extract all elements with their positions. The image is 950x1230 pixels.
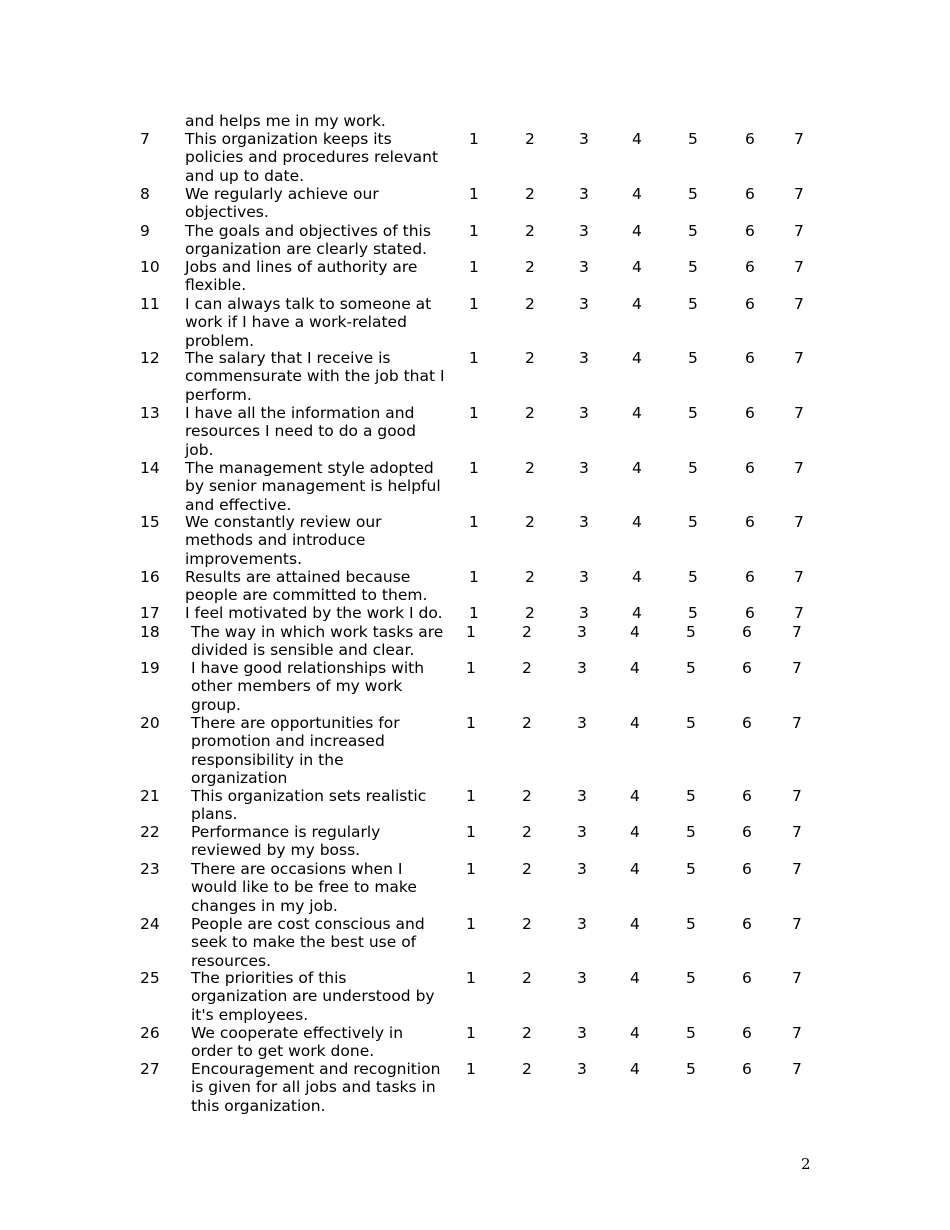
item-statement-line: resources.: [191, 951, 272, 970]
item-statement-line: and up to date.: [185, 166, 305, 185]
item-statement-line: The way in which work tasks are: [191, 623, 444, 641]
rating-option-6[interactable]: 6: [745, 404, 755, 422]
rating-option-2[interactable]: 2: [525, 568, 535, 586]
item-statement-line: The priorities of this: [191, 969, 347, 987]
rating-option-3[interactable]: 3: [579, 404, 589, 422]
item-statement-line: resources I need to do a good: [185, 422, 417, 441]
item-number: 23: [140, 860, 160, 878]
item-statement-line: There are opportunities for: [191, 714, 400, 732]
rating-option-4[interactable]: 4: [632, 513, 642, 531]
rating-option-5[interactable]: 5: [688, 185, 698, 203]
rating-option-6[interactable]: 6: [745, 459, 755, 477]
item-statement-line: job.: [185, 440, 214, 459]
rating-option-4[interactable]: 4: [630, 969, 640, 987]
rating-option-4[interactable]: 4: [632, 459, 642, 477]
rating-option-1[interactable]: 1: [466, 787, 476, 805]
rating-option-3[interactable]: 3: [579, 295, 589, 313]
rating-option-7[interactable]: 7: [794, 295, 804, 313]
item-statement-line: The management style adopted: [185, 459, 434, 477]
rating-option-5[interactable]: 5: [686, 915, 696, 933]
rating-option-6[interactable]: 6: [742, 823, 752, 841]
item-statement-line: policies and procedures relevant: [185, 148, 439, 167]
rating-option-3[interactable]: 3: [579, 513, 589, 531]
rating-option-5[interactable]: 5: [688, 604, 698, 622]
rating-option-4[interactable]: 4: [632, 130, 642, 148]
item-statement-line: would like to be free to make: [191, 878, 417, 897]
rating-option-3[interactable]: 3: [579, 459, 589, 477]
item-statement-line: it's employees.: [191, 1005, 309, 1024]
rating-option-4[interactable]: 4: [632, 604, 642, 622]
rating-option-2[interactable]: 2: [525, 513, 535, 531]
item-statement-line: I feel motivated by the work I do.: [185, 604, 443, 622]
item-statement-line: is given for all jobs and tasks in: [191, 1078, 436, 1097]
rating-option-2[interactable]: 2: [522, 1024, 532, 1042]
rating-option-4[interactable]: 4: [630, 623, 640, 641]
item-statement-line: responsibility in the: [191, 750, 344, 769]
rating-option-6[interactable]: 6: [742, 787, 752, 805]
item-statement-line: order to get work done.: [191, 1042, 375, 1061]
item-statement-line: improvements.: [185, 549, 303, 568]
item-statement-line: seek to make the best use of: [191, 933, 417, 952]
item-statement-line: perform.: [185, 385, 252, 404]
rating-option-7[interactable]: 7: [792, 714, 802, 732]
rating-option-1[interactable]: 1: [466, 1060, 476, 1078]
item-statement-line: commensurate with the job that I: [185, 367, 445, 386]
item-statement-line: The salary that I receive is: [185, 349, 391, 367]
item-statement-line: problem.: [185, 331, 255, 350]
rating-option-6[interactable]: 6: [745, 349, 755, 367]
rating-option-4[interactable]: 4: [630, 1060, 640, 1078]
item-statement-line: We regularly achieve our: [185, 185, 379, 203]
rating-option-1[interactable]: 1: [469, 513, 479, 531]
rating-option-1[interactable]: 1: [466, 860, 476, 878]
rating-option-6[interactable]: 6: [745, 513, 755, 531]
item-statement-line: organization are clearly stated.: [185, 240, 427, 259]
rating-option-5[interactable]: 5: [688, 130, 698, 148]
rating-option-4[interactable]: 4: [630, 787, 640, 805]
rating-option-4[interactable]: 4: [632, 349, 642, 367]
rating-option-1[interactable]: 1: [469, 222, 479, 240]
rating-option-4[interactable]: 4: [630, 823, 640, 841]
item-number: 14: [140, 459, 160, 477]
rating-option-4[interactable]: 4: [632, 295, 642, 313]
item-statement-line: methods and introduce: [185, 531, 366, 550]
rating-option-5[interactable]: 5: [686, 714, 696, 732]
item-statement-line: reviewed by my boss.: [191, 841, 361, 860]
item-statement-line: work if I have a work-related: [185, 313, 407, 332]
rating-option-1[interactable]: 1: [466, 714, 476, 732]
rating-option-1[interactable]: 1: [469, 604, 479, 622]
rating-option-4[interactable]: 4: [632, 568, 642, 586]
item-number: 9: [140, 222, 150, 240]
rating-option-6[interactable]: 6: [742, 915, 752, 933]
rating-option-7[interactable]: 7: [792, 1024, 802, 1042]
rating-option-6[interactable]: 6: [742, 659, 752, 677]
rating-option-2[interactable]: 2: [522, 1060, 532, 1078]
rating-option-2[interactable]: 2: [522, 969, 532, 987]
item-statement-line: Performance is regularly: [191, 823, 381, 841]
item-statement-line: objectives.: [185, 203, 269, 222]
rating-option-5[interactable]: 5: [688, 568, 698, 586]
rating-option-2[interactable]: 2: [525, 185, 535, 203]
item-number: 15: [140, 513, 160, 531]
rating-option-4[interactable]: 4: [630, 659, 640, 677]
item-statement-line: I have all the information and: [185, 404, 415, 422]
item-statement-line: flexible.: [185, 276, 247, 295]
rating-option-2[interactable]: 2: [525, 604, 535, 622]
item-number: 21: [140, 787, 160, 805]
rating-option-5[interactable]: 5: [686, 969, 696, 987]
rating-option-2[interactable]: 2: [525, 459, 535, 477]
item-number: 22: [140, 823, 160, 841]
rating-option-7[interactable]: 7: [792, 860, 802, 878]
rating-option-5[interactable]: 5: [688, 349, 698, 367]
item-statement-line: I have good relationships with: [191, 659, 425, 677]
rating-option-7[interactable]: 7: [792, 623, 802, 641]
rating-option-1[interactable]: 1: [469, 568, 479, 586]
item-statement-line: I can always talk to someone at: [185, 295, 432, 313]
rating-option-3[interactable]: 3: [577, 823, 587, 841]
item-statement-line: divided is sensible and clear.: [191, 641, 415, 660]
item-statement-line: plans.: [191, 805, 238, 824]
item-statement-line: We cooperate effectively in: [191, 1024, 404, 1042]
rating-option-5[interactable]: 5: [688, 459, 698, 477]
rating-option-5[interactable]: 5: [686, 860, 696, 878]
rating-option-3[interactable]: 3: [577, 969, 587, 987]
rating-option-3[interactable]: 3: [577, 659, 587, 677]
rating-option-6[interactable]: 6: [742, 714, 752, 732]
rating-option-5[interactable]: 5: [686, 659, 696, 677]
rating-option-5[interactable]: 5: [686, 1060, 696, 1078]
rating-option-5[interactable]: 5: [688, 295, 698, 313]
rating-option-1[interactable]: 1: [469, 185, 479, 203]
item-number: 18: [140, 623, 160, 641]
rating-option-4[interactable]: 4: [630, 915, 640, 933]
rating-option-6[interactable]: 6: [742, 1024, 752, 1042]
rating-option-3[interactable]: 3: [579, 222, 589, 240]
item-statement-line: The goals and objectives of this: [185, 222, 431, 240]
rating-option-3[interactable]: 3: [577, 1060, 587, 1078]
item-number: 12: [140, 349, 160, 367]
item-number: 27: [140, 1060, 160, 1078]
rating-option-4[interactable]: 4: [630, 860, 640, 878]
rating-option-1[interactable]: 1: [466, 823, 476, 841]
rating-option-2[interactable]: 2: [522, 623, 532, 641]
rating-option-5[interactable]: 5: [686, 787, 696, 805]
item-number: 10: [140, 258, 160, 276]
rating-option-3[interactable]: 3: [577, 860, 587, 878]
rating-option-5[interactable]: 5: [688, 258, 698, 276]
rating-option-2[interactable]: 2: [525, 295, 535, 313]
item-number: 11: [140, 295, 160, 313]
rating-option-2[interactable]: 2: [522, 915, 532, 933]
rating-option-1[interactable]: 1: [469, 130, 479, 148]
rating-option-3[interactable]: 3: [577, 714, 587, 732]
rating-option-2[interactable]: 2: [522, 787, 532, 805]
rating-option-7[interactable]: 7: [794, 130, 804, 148]
rating-option-4[interactable]: 4: [630, 1024, 640, 1042]
rating-option-5[interactable]: 5: [688, 404, 698, 422]
item-number: 16: [140, 568, 160, 586]
rating-option-4[interactable]: 4: [632, 185, 642, 203]
rating-option-6[interactable]: 6: [742, 860, 752, 878]
item-statement-line: by senior management is helpful: [185, 477, 441, 496]
rating-option-6[interactable]: 6: [742, 623, 752, 641]
item-statement-line: People are cost conscious and: [191, 915, 425, 933]
rating-option-3[interactable]: 3: [577, 623, 587, 641]
rating-option-1[interactable]: 1: [466, 623, 476, 641]
rating-option-2[interactable]: 2: [525, 222, 535, 240]
rating-option-6[interactable]: 6: [742, 969, 752, 987]
rating-option-7[interactable]: 7: [792, 823, 802, 841]
item-statement-line: and effective.: [185, 495, 292, 514]
rating-option-6[interactable]: 6: [745, 185, 755, 203]
rating-option-2[interactable]: 2: [522, 659, 532, 677]
rating-option-6[interactable]: 6: [745, 295, 755, 313]
rating-option-1[interactable]: 1: [466, 1024, 476, 1042]
rating-option-2[interactable]: 2: [525, 404, 535, 422]
item-statement-line: organization: [191, 768, 288, 787]
continuation-text-line: and helps me in my work.: [185, 112, 386, 130]
item-statement-line: this organization.: [191, 1096, 326, 1115]
rating-option-3[interactable]: 3: [577, 1024, 587, 1042]
rating-option-5[interactable]: 5: [688, 222, 698, 240]
item-statement-line: people are committed to them.: [185, 586, 428, 605]
item-number: 7: [140, 130, 150, 148]
item-statement-line: There are occasions when I: [191, 860, 403, 878]
rating-option-5[interactable]: 5: [686, 623, 696, 641]
rating-option-7[interactable]: 7: [794, 185, 804, 203]
rating-option-7[interactable]: 7: [794, 349, 804, 367]
rating-option-6[interactable]: 6: [745, 568, 755, 586]
rating-option-5[interactable]: 5: [686, 1024, 696, 1042]
rating-option-1[interactable]: 1: [469, 404, 479, 422]
item-statement-line: other members of my work: [191, 677, 403, 696]
item-number: 24: [140, 915, 160, 933]
item-statement-line: group.: [191, 695, 241, 714]
rating-option-3[interactable]: 3: [579, 185, 589, 203]
rating-option-7[interactable]: 7: [794, 222, 804, 240]
rating-option-1[interactable]: 1: [469, 295, 479, 313]
rating-option-4[interactable]: 4: [630, 714, 640, 732]
rating-option-4[interactable]: 4: [632, 258, 642, 276]
rating-option-6[interactable]: 6: [745, 222, 755, 240]
rating-option-7[interactable]: 7: [792, 659, 802, 677]
item-statement-line: changes in my job.: [191, 896, 338, 915]
rating-option-1[interactable]: 1: [466, 659, 476, 677]
rating-option-1[interactable]: 1: [466, 915, 476, 933]
rating-option-3[interactable]: 3: [579, 568, 589, 586]
rating-option-2[interactable]: 2: [525, 130, 535, 148]
item-number: 26: [140, 1024, 160, 1042]
item-number: 13: [140, 404, 160, 422]
item-number: 20: [140, 714, 160, 732]
item-statement-line: Jobs and lines of authority are: [185, 258, 418, 276]
rating-option-5[interactable]: 5: [686, 823, 696, 841]
item-statement-line: organization are understood by: [191, 987, 435, 1006]
rating-option-4[interactable]: 4: [632, 222, 642, 240]
item-statement-line: This organization sets realistic: [191, 787, 427, 805]
rating-option-4[interactable]: 4: [632, 404, 642, 422]
item-statement-line: promotion and increased: [191, 732, 385, 751]
rating-option-3[interactable]: 3: [577, 915, 587, 933]
rating-option-7[interactable]: 7: [792, 915, 802, 933]
rating-option-7[interactable]: 7: [794, 258, 804, 276]
rating-option-3[interactable]: 3: [579, 604, 589, 622]
rating-option-6[interactable]: 6: [745, 258, 755, 276]
rating-option-1[interactable]: 1: [469, 459, 479, 477]
rating-option-7[interactable]: 7: [792, 787, 802, 805]
rating-option-3[interactable]: 3: [577, 787, 587, 805]
item-number: 19: [140, 659, 160, 677]
rating-option-6[interactable]: 6: [745, 130, 755, 148]
rating-option-2[interactable]: 2: [525, 349, 535, 367]
rating-option-2[interactable]: 2: [525, 258, 535, 276]
rating-option-7[interactable]: 7: [794, 459, 804, 477]
item-statement-line: Encouragement and recognition: [191, 1060, 441, 1078]
rating-option-1[interactable]: 1: [469, 349, 479, 367]
rating-option-1[interactable]: 1: [466, 969, 476, 987]
item-number: 25: [140, 969, 160, 987]
rating-option-6[interactable]: 6: [742, 1060, 752, 1078]
rating-option-7[interactable]: 7: [794, 513, 804, 531]
item-number: 17: [140, 604, 160, 622]
rating-option-7[interactable]: 7: [794, 604, 804, 622]
rating-option-6[interactable]: 6: [745, 604, 755, 622]
item-statement-line: Results are attained because: [185, 568, 411, 586]
rating-option-2[interactable]: 2: [522, 860, 532, 878]
rating-option-1[interactable]: 1: [469, 258, 479, 276]
rating-option-7[interactable]: 7: [792, 969, 802, 987]
rating-option-3[interactable]: 3: [579, 130, 589, 148]
rating-option-2[interactable]: 2: [522, 823, 532, 841]
rating-option-7[interactable]: 7: [794, 404, 804, 422]
rating-option-5[interactable]: 5: [688, 513, 698, 531]
item-number: 8: [140, 185, 150, 203]
rating-option-3[interactable]: 3: [579, 349, 589, 367]
rating-option-3[interactable]: 3: [579, 258, 589, 276]
rating-option-7[interactable]: 7: [792, 1060, 802, 1078]
item-statement-line: This organization keeps its: [185, 130, 392, 148]
rating-option-7[interactable]: 7: [794, 568, 804, 586]
rating-option-2[interactable]: 2: [522, 714, 532, 732]
item-statement-line: We constantly review our: [185, 513, 382, 531]
page-number: 2: [801, 1155, 811, 1173]
